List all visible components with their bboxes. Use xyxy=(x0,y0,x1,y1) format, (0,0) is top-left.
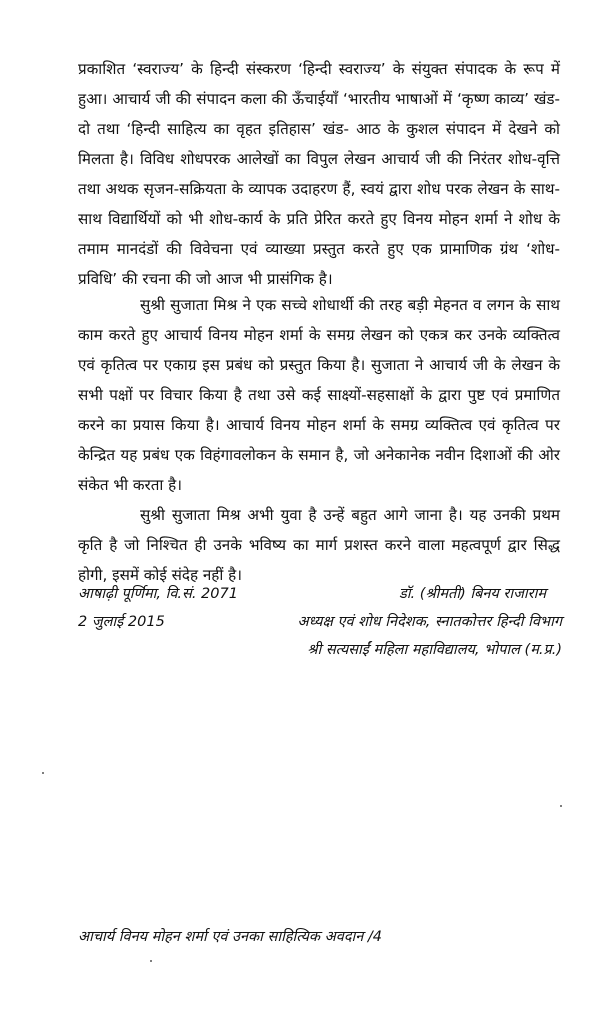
paragraph-1: प्रकाशित ‘स्वराज्य’ के हिन्दी संस्करण ‘हिन्दी स्वराज्य’ के संयुक्त संपादक के रूप में हुआ। आचार्य जी की संपादन कला की ऊँचाईयाँ ‘भारतीय भाषाओं में ‘कृष्ण काव्य’ खंड- दो तथा ‘हिन्दी साहित्य का वृहत इतिहास’ खंड- आठ के कुशल संपादन में देखने को मिलता है। विविध शोधपरक आलेखों का विपुल लेखन आचार्य जी की निरंतर शोध-वृत्ति तथा अथक सृजन-सक्रियता के व्यापक उदाहरण हैं, स्वयं द्वारा शोध परक लेखन के साथ-साथ विद्यार्थियों को भी शोध-कार्य के प्रति प्रेरित करते हुए विनय मोहन शर्मा ने शोध के तमाम मानदंडों की विवेचना एवं व्याख्या प्रस्तुत करते हुए एक प्रामाणिक ग्रंथ ‘शोध-प्रविधि’ की रचना की जो आज भी प्रासंगिक है। xyxy=(78,60,560,288)
scan-speck xyxy=(150,960,152,962)
running-footer: आचार्य विनय मोहन शर्मा एवं उनका साहित्यिक अवदान /4 xyxy=(78,929,383,945)
signatory-name: डॉ. (श्रीमती) बिनय राजाराम xyxy=(398,586,546,602)
paragraph-2: सुश्री सुजाता मिश्र ने एक सच्चे शोधार्थी की तरह बड़ी मेहनत व लगन के साथ काम करते हुए आचार्य विनय मोहन शर्मा के समग्र लेखन को एकत्र कर उनके व्यक्तित्व एवं कृतित्व पर एकाग्र इस प्रबंध को प्रस्तुत किया है। सुजाता ने आचार्य जी के लेखन के सभी पक्षों पर विचार किया है तथा उसे कई साक्ष्यों-सहसाक्षों के द्वारा पुष्ट एवं प्रमाणित करने का प्रयास किया है। आचार्य विनय मोहन शर्मा के समग्र व्यक्तित्व एवं कृतित्व पर केन्द्रित यह प्रबंध एक विहंगावलोकन के समान है, जो अनेकानेक नवीन दिशाओं की ओर संकेत भी करता है। xyxy=(78,296,560,494)
signatory-designation: अध्यक्ष एवं शोध निदेशक, स्नातकोत्तर हिन्दी विभाग xyxy=(297,614,562,630)
scan-speck xyxy=(42,772,44,774)
paragraph-3: सुश्री सुजाता मिश्र अभी युवा है उन्हें बहुत आगे जाना है। यह उनकी प्रथम कृति है जो निश्चित ही उनके भविष्य का मार्ग प्रशस्त करने वाला महत्वपूर्ण द्वार सिद्ध होगी, इसमें कोई संदेह नहीं है। xyxy=(78,506,560,584)
scan-speck xyxy=(560,805,562,807)
date-line-2: 2 जुलाई 2015 xyxy=(78,614,165,630)
signatory-institution: श्री सत्यसाईं महिला महाविद्यालय, भोपाल (म.प्र.) xyxy=(307,642,562,658)
signature-date-block xyxy=(78,580,238,636)
signature-block xyxy=(298,580,562,664)
date-line-1: आषाढ़ी पूर्णिमा, वि.सं. 2071 xyxy=(78,586,238,602)
